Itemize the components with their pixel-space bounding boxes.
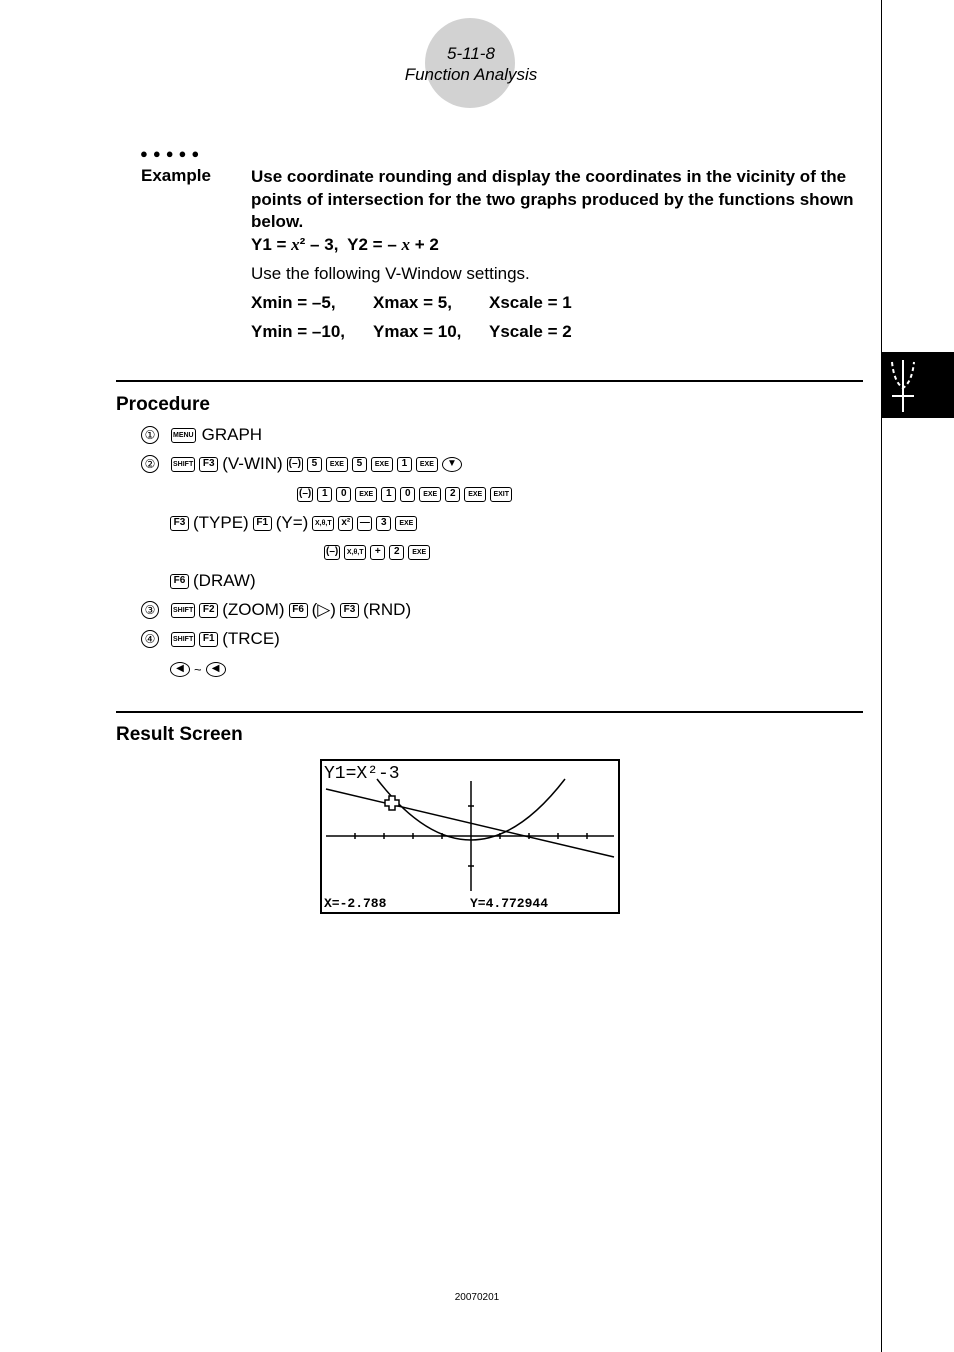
y-readout: Y=4.772944 — [470, 896, 549, 911]
screen-title: Y1=X²-3 — [324, 764, 400, 784]
ymin: Ymin = –10, — [251, 322, 346, 341]
step-3 — [141, 599, 411, 621]
yscale: Yscale = 2 — [489, 322, 572, 341]
step-2-line-2 — [297, 483, 512, 505]
shift-key: SHIFT — [171, 457, 195, 472]
step-4-line-2 — [170, 658, 226, 680]
exe-key: EXE — [395, 516, 417, 531]
x-readout: X=-2.788 — [324, 896, 387, 911]
page-number: 5-11-8 — [447, 44, 495, 63]
square-key: x² — [338, 516, 353, 531]
exit-key: EXIT — [490, 487, 512, 502]
eq-y1-rest: ² – 3, — [299, 235, 339, 254]
step-number: ① — [141, 426, 159, 444]
step-number: ③ — [141, 601, 159, 619]
trace-text: (TRCE) — [222, 629, 280, 648]
digit-0-key: 0 — [336, 487, 351, 502]
step-2-line-3 — [170, 512, 417, 534]
digit-1-key: 1 — [317, 487, 332, 502]
vwin-intro: Use the following V-Window settings. — [251, 264, 530, 283]
eq-y1-lhs: Y1 = — [251, 235, 292, 254]
f6-key: F6 — [289, 603, 308, 618]
exe-key: EXE — [326, 457, 348, 472]
next-menu-text: (▷) — [311, 600, 336, 619]
step-2 — [141, 453, 462, 475]
neg-key: (–) — [324, 545, 340, 560]
xmax: Xmax = 5, — [373, 293, 452, 312]
step-2-line-4 — [324, 541, 430, 563]
trace-cursor — [385, 796, 399, 810]
calculator-screen — [320, 759, 620, 914]
step-number: ④ — [141, 630, 159, 648]
graph-mode-icon — [882, 352, 954, 418]
chapter-tab — [882, 352, 954, 418]
exe-key: EXE — [408, 545, 430, 560]
procedure-rule — [116, 380, 863, 382]
step-number: ② — [141, 455, 159, 473]
digit-3-key: 3 — [376, 516, 391, 531]
digit-1-key: 1 — [381, 487, 396, 502]
digit-2-key: 2 — [445, 487, 460, 502]
procedure-heading: Procedure — [116, 394, 210, 415]
x-theta-t-key: X,θ,T — [312, 516, 334, 531]
draw-text: (DRAW) — [193, 571, 256, 590]
exe-key: EXE — [464, 487, 486, 502]
menu-key: MENU — [171, 428, 196, 443]
line-y2 — [326, 789, 614, 857]
f6-key: F6 — [170, 574, 189, 589]
x-theta-t-key: X,θ,T — [344, 545, 366, 560]
step-1 — [141, 424, 264, 446]
result-heading: Result Screen — [116, 724, 243, 745]
plus-key: + — [370, 545, 385, 560]
graph-text: GRAPH — [201, 425, 263, 444]
example-label: Example — [141, 166, 211, 185]
exe-key: EXE — [419, 487, 441, 502]
neg-key: (–) — [287, 457, 303, 472]
equations — [251, 235, 439, 255]
rnd-text: (RND) — [362, 600, 412, 619]
eq-y1-var: x — [291, 235, 300, 254]
shift-key: SHIFT — [171, 603, 195, 618]
ymax: Ymax = 10, — [373, 322, 462, 341]
f3-key: F3 — [199, 457, 218, 472]
f3-key: F3 — [340, 603, 359, 618]
exe-key: EXE — [355, 487, 377, 502]
digit-0-key: 0 — [400, 487, 415, 502]
f1-key: F1 — [199, 632, 218, 647]
type-text: (TYPE) — [193, 513, 249, 532]
y-equals-text: (Y=) — [275, 513, 309, 532]
date-code: 20070201 — [454, 1292, 500, 1303]
result-rule — [116, 711, 863, 713]
xmin: Xmin = –5, — [251, 293, 336, 312]
xscale: Xscale = 1 — [489, 293, 572, 312]
exe-key: EXE — [371, 457, 393, 472]
eq-y2-var: x — [401, 235, 411, 254]
cursor-down-key: ▼ — [442, 457, 462, 472]
section-title: Function Analysis — [404, 65, 538, 84]
f3-key: F3 — [170, 516, 189, 531]
right-margin-rule — [881, 0, 882, 1352]
neg-key: (–) — [297, 487, 313, 502]
vwin-text: (V-WIN) — [222, 454, 283, 473]
eq-y2-rest: + 2 — [410, 235, 439, 254]
cursor-left-key: ◀ — [206, 662, 226, 677]
shift-key: SHIFT — [171, 632, 195, 647]
step-4 — [141, 628, 280, 650]
exe-key: EXE — [416, 457, 438, 472]
digit-5-key: 5 — [307, 457, 322, 472]
digit-5-key: 5 — [352, 457, 367, 472]
digit-1-key: 1 — [397, 457, 412, 472]
cursor-left-key: ◀ — [170, 662, 190, 677]
example-intro: Use coordinate rounding and display the coordinates in the vicinity of the points of intersection for the two graphs produced by the functions shown below. — [251, 167, 854, 231]
digit-2-key: 2 — [389, 545, 404, 560]
tilde-text: ~ — [194, 661, 202, 677]
minus-key: — — [357, 516, 372, 531]
f1-key: F1 — [253, 516, 272, 531]
eq-y2-lhs: Y2 = – — [347, 235, 402, 254]
graph-plot — [322, 761, 618, 912]
f2-key: F2 — [199, 603, 218, 618]
step-2-line-5 — [170, 570, 256, 592]
zoom-text: (ZOOM) — [222, 600, 285, 619]
example-dots: ●●●●● — [140, 146, 205, 161]
